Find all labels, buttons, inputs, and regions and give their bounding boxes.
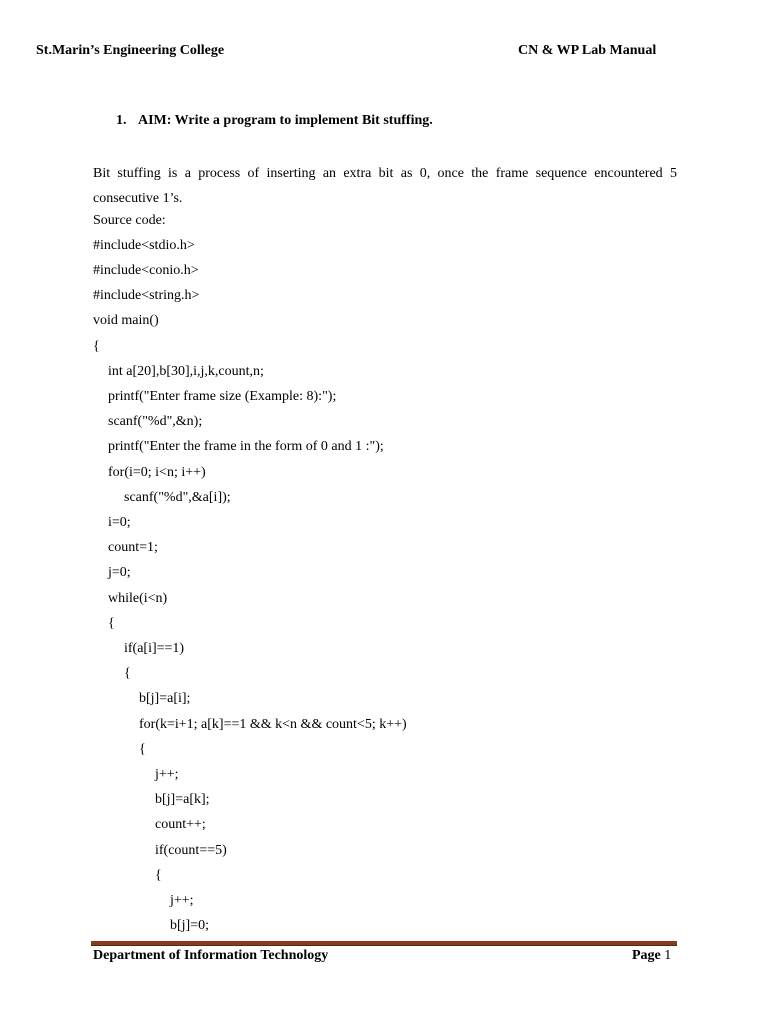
code-line: {	[93, 339, 100, 354]
code-line: b[j]=a[k];	[155, 792, 210, 807]
code-line: while(i<n)	[108, 591, 168, 606]
code-line: j=0;	[108, 565, 131, 580]
code-line: {	[155, 868, 162, 883]
code-line: Source code:	[93, 213, 166, 228]
code-line: j++;	[155, 767, 179, 782]
code-line: void main()	[93, 313, 159, 328]
code-line: count=1;	[108, 540, 158, 555]
footer-page	[632, 947, 671, 965]
code-line: printf("Enter frame size (Example: 8):");	[108, 389, 337, 404]
code-line: j++;	[170, 893, 194, 908]
code-line: if(count==5)	[155, 843, 227, 858]
code-line: b[j]=0;	[170, 918, 209, 933]
code-line: int a[20],b[30],i,j,k,count,n;	[108, 364, 264, 379]
code-line: if(a[i]==1)	[124, 641, 185, 656]
code-line: #include<stdio.h>	[93, 238, 195, 253]
aim-heading	[116, 112, 433, 130]
intro-paragraph: Bit stuffing is a process of inserting an extra bit as 0, once the frame sequence encountered 5 consecutive 1’s.	[93, 166, 677, 207]
header-manual-title: CN & WP Lab Manual	[518, 43, 657, 58]
footer-rule	[91, 941, 677, 946]
code-line: for(k=i+1; a[k]==1 && k<n && count<5; k++)	[139, 717, 407, 732]
code-line: b[j]=a[i];	[139, 691, 191, 706]
code-line: scanf("%d",&a[i]);	[124, 490, 231, 505]
footer-department: Department of Information Technology	[93, 948, 329, 963]
code-line: #include<string.h>	[93, 288, 200, 303]
code-line: scanf("%d",&n);	[108, 414, 203, 429]
header-college: St.Marin’s Engineering College	[36, 43, 225, 58]
code-line: i=0;	[108, 515, 131, 530]
code-line: {	[139, 742, 146, 757]
page-number: 1	[664, 948, 672, 963]
code-line: printf("Enter the frame in the form of 0 and 1 :");	[108, 439, 384, 454]
code-line: count++;	[155, 817, 206, 832]
aim-text: AIM: Write a program to implement Bit stuffing.	[138, 113, 433, 128]
code-line: #include<conio.h>	[93, 263, 199, 278]
code-line: for(i=0; i<n; i++)	[108, 465, 206, 480]
page-label: Page	[632, 948, 661, 963]
code-line: {	[108, 616, 115, 631]
aim-number: 1.	[116, 113, 127, 128]
code-line: {	[124, 666, 131, 681]
